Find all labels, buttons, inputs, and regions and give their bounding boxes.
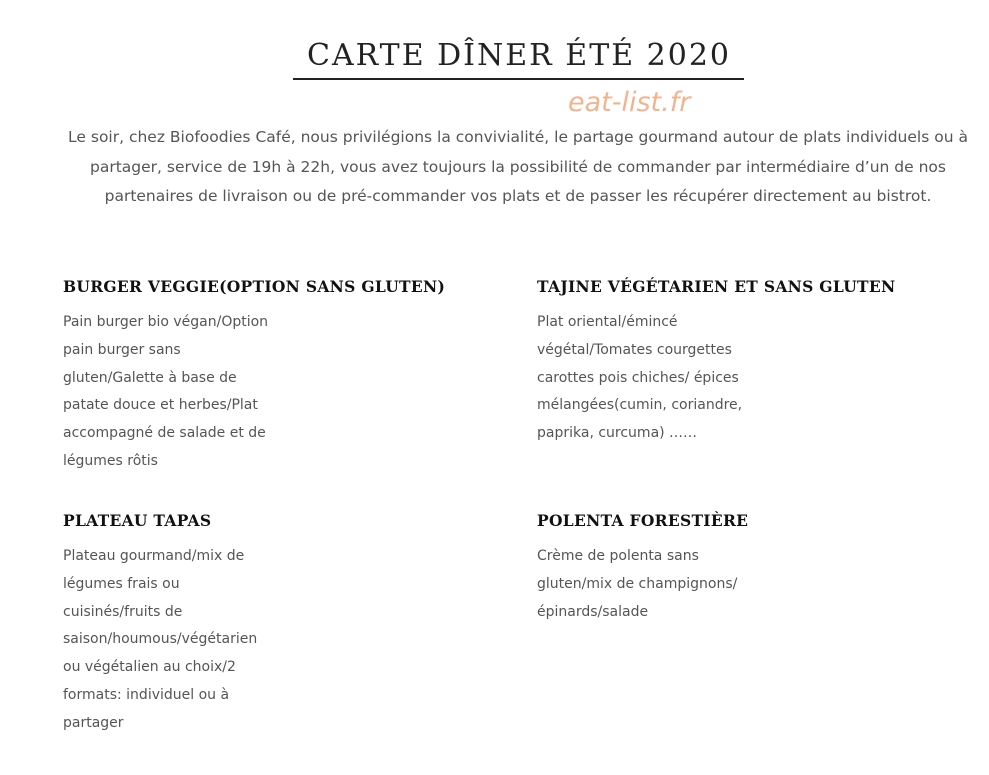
dish-title: BURGER VEGGIE(OPTION SANS GLUTEN) xyxy=(63,277,446,296)
watermark: eat-list.fr xyxy=(568,87,691,118)
dish-description-line: Plat oriental/émincé xyxy=(537,314,678,330)
dish-description xyxy=(537,309,782,448)
dish-description xyxy=(63,309,313,476)
dish-description-line: mélangées(cumin, coriandre, xyxy=(537,397,743,414)
dish-tajine xyxy=(537,276,895,448)
dish-description-line: saison/houmous/végétarien xyxy=(63,631,258,648)
dish-description xyxy=(63,543,288,738)
dish-description-line: gluten/mix de champignons/ xyxy=(537,575,738,592)
dish-description-line: gluten/Galette à base de xyxy=(63,369,237,386)
dish-description-line: pain burger sans xyxy=(63,341,181,358)
dish-title: POLENTA FORESTIÈRE xyxy=(537,511,749,530)
dish-burger-veggie xyxy=(63,276,445,476)
dish-description-line: formats: individuel ou à xyxy=(63,686,230,703)
dish-description-line: végétal/Tomates courgettes xyxy=(537,341,732,358)
dish-description-line: épinards/salade xyxy=(537,603,649,620)
dish-description-line: légumes rôtis xyxy=(63,452,158,469)
dish-description-line: cuisinés/fruits de xyxy=(63,603,183,620)
page-title: CARTE DÎNER ÉTÉ 2020 xyxy=(307,38,731,73)
dish-title: TAJINE VÉGÉTARIEN ET SANS GLUTEN xyxy=(537,277,896,296)
title-underline xyxy=(293,78,744,80)
dish-description-line: Crème de polenta sans xyxy=(537,548,699,564)
dish-description-line: paprika, curcuma) …… xyxy=(537,425,698,442)
dish-description-line: Plateau gourmand/mix de xyxy=(63,548,245,564)
dish-plateau-tapas xyxy=(63,510,288,738)
dish-title: PLATEAU TAPAS xyxy=(63,511,212,530)
dish-description-line: Pain burger bio végan/Option xyxy=(63,314,269,330)
dish-polenta-forestiere xyxy=(537,510,787,626)
dish-description-line: légumes frais ou xyxy=(63,575,180,592)
dish-description-line: ou végétalien au choix/2 xyxy=(63,659,236,676)
dish-description-line: carottes pois chiches/ épices xyxy=(537,369,739,386)
dish-description-line: partager xyxy=(63,714,124,731)
intro-paragraph: Le soir, chez Biofoodies Café, nous privilégions la convivialité, le partage gourmand autour de plats individuels ou à partager, service de 19h à 22h, vous avez toujours la possibilité de commander par intermédiaire d’un de nos partenaires de livraison ou de pré-commander vos plats et de passer les récupérer directement au bistrot. xyxy=(68,128,968,205)
dish-description xyxy=(537,543,787,626)
dish-description-line: patate douce et herbes/Plat xyxy=(63,397,258,414)
dish-description-line: accompagné de salade et de xyxy=(63,425,266,442)
